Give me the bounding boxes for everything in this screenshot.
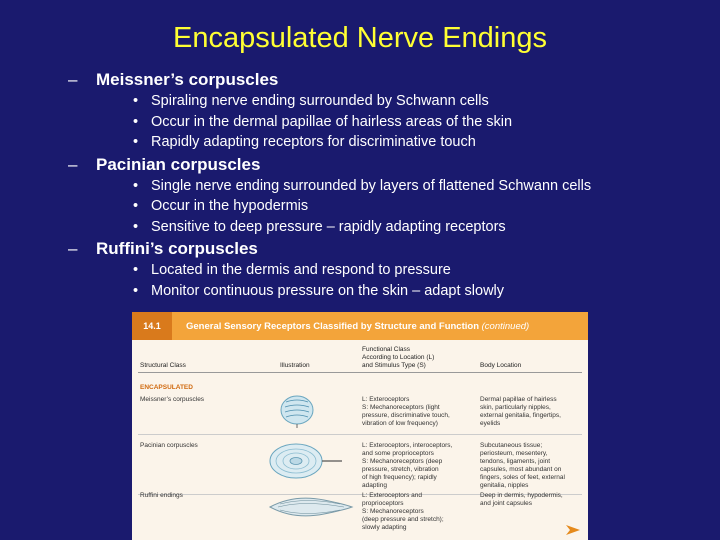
functional-line: S: Mechanoreceptors (deep: [362, 458, 443, 465]
bullet-dot: •: [133, 178, 139, 194]
col-header-illustration: Illustration: [280, 362, 310, 369]
bullet-dot: •: [133, 93, 139, 109]
bullet-text: Occur in the dermal papillae of hairless areas of the skin: [151, 114, 513, 130]
col-header-functional-1: Functional Class: [362, 346, 411, 353]
category-label: ENCAPSULATED: [140, 384, 193, 391]
receptor-table-image: [132, 312, 588, 540]
col-header-structural: Structural Class: [140, 362, 186, 369]
section-heading-text: Ruffini’s corpuscles: [96, 239, 258, 258]
body-location-line: tendons, ligaments, joint: [480, 458, 551, 465]
table-header-bar: [132, 312, 588, 340]
body-location-line: Deep in dermis, hypodermis,: [480, 492, 563, 499]
functional-line: S: Mechanoreceptors: [362, 508, 424, 515]
dash-marker: –: [68, 70, 78, 89]
section-heading-ruffini: [68, 239, 258, 259]
bullet-text: Monitor continuous pressure on the skin – adapt slowly: [151, 283, 505, 299]
bullet-dot: •: [133, 283, 139, 299]
meissner-corpuscle-illustration: [274, 392, 320, 428]
row-name-ruffini: Ruffini endings: [140, 492, 183, 499]
body-location-line: genitalia, nipples: [480, 482, 529, 489]
functional-line: L: Exteroceptors and: [362, 492, 422, 499]
functional-line: adapting: [362, 482, 387, 489]
bullet-item: [133, 198, 309, 214]
bullet-item: [133, 283, 505, 299]
functional-line: slowly adapting: [362, 524, 407, 531]
header-divider: [138, 372, 582, 373]
body-location-line: skin, particularly nipples,: [480, 404, 551, 411]
body-location-line: external genitalia, fingertips,: [480, 412, 561, 419]
dash-marker: –: [68, 239, 78, 258]
bullet-item: [133, 93, 489, 109]
bullet-item: [133, 178, 592, 194]
table-continued-label: (continued): [481, 321, 530, 332]
bullet-text: Sensitive to deep pressure – rapidly adapting receptors: [151, 219, 506, 235]
body-location-line: and joint capsules: [480, 500, 533, 507]
bullet-text: Occur in the hypodermis: [151, 198, 309, 214]
functional-line: proprioceptors: [362, 500, 404, 507]
section-heading-text: Pacinian corpuscles: [96, 155, 261, 174]
section-heading-meissner: [68, 70, 279, 90]
functional-line: L: Exteroceptors: [362, 396, 410, 403]
table-title-text: General Sensory Receptors Classified by Structure and Function: [186, 321, 479, 332]
functional-line: and some proprioceptors: [362, 450, 434, 457]
dash-marker: –: [68, 155, 78, 174]
section-heading-pacinian: [68, 155, 261, 175]
ruffini-ending-illustration: [264, 492, 356, 522]
bullet-dot: •: [133, 219, 139, 235]
bullet-text: Rapidly adapting receptors for discriminative touch: [151, 134, 476, 150]
body-location-line: fingers, soles of feet, external: [480, 474, 565, 481]
functional-line: of high frequency); rapidly: [362, 474, 437, 481]
next-arrow-icon: [566, 525, 580, 535]
table-title: [186, 321, 529, 332]
body-location-line: eyelids: [480, 420, 501, 427]
row-name-meissner: Meissner’s corpuscles: [140, 396, 205, 403]
bullet-dot: •: [133, 262, 139, 278]
bullet-item: [133, 262, 451, 278]
col-header-functional-2: According to Location (L): [362, 354, 435, 361]
col-header-body: Body Location: [480, 362, 522, 369]
table-number: 14.1: [132, 312, 172, 340]
functional-line: S: Mechanoreceptors (light: [362, 404, 440, 411]
bullet-item: [133, 134, 476, 150]
body-location-line: capsules, most abundant on: [480, 466, 562, 473]
col-header-functional-3: and Stimulus Type (S): [362, 362, 426, 369]
functional-line: pressure, stretch, vibration: [362, 466, 439, 473]
bullet-item: [133, 114, 513, 130]
bullet-dot: •: [133, 198, 139, 214]
body-location-line: Dermal papillae of hairless: [480, 396, 557, 403]
row-name-pacinian: Pacinian corpuscles: [140, 442, 198, 449]
bullet-dot: •: [133, 134, 139, 150]
section-heading-text: Meissner’s corpuscles: [96, 70, 279, 89]
bullet-dot: •: [133, 114, 139, 130]
pacinian-corpuscle-illustration: [264, 440, 344, 482]
bullet-text: Located in the dermis and respond to pressure: [151, 262, 451, 278]
functional-line: (deep pressure and stretch);: [362, 516, 444, 523]
slide-title: Encapsulated Nerve Endings: [172, 22, 547, 54]
functional-line: vibration of low frequency): [362, 420, 438, 427]
row-divider: [138, 434, 582, 435]
bullet-text: Spiraling nerve ending surrounded by Schwann cells: [151, 93, 489, 109]
functional-line: pressure, discriminative touch,: [362, 412, 450, 419]
functional-line: L: Exteroceptors, interoceptors,: [362, 442, 453, 449]
body-location-line: Subcutaneous tissue;: [480, 442, 543, 449]
body-location-line: periosteum, mesentery,: [480, 450, 548, 457]
bullet-text: Single nerve ending surrounded by layers of flattened Schwann cells: [151, 178, 592, 194]
bullet-item: [133, 219, 506, 235]
